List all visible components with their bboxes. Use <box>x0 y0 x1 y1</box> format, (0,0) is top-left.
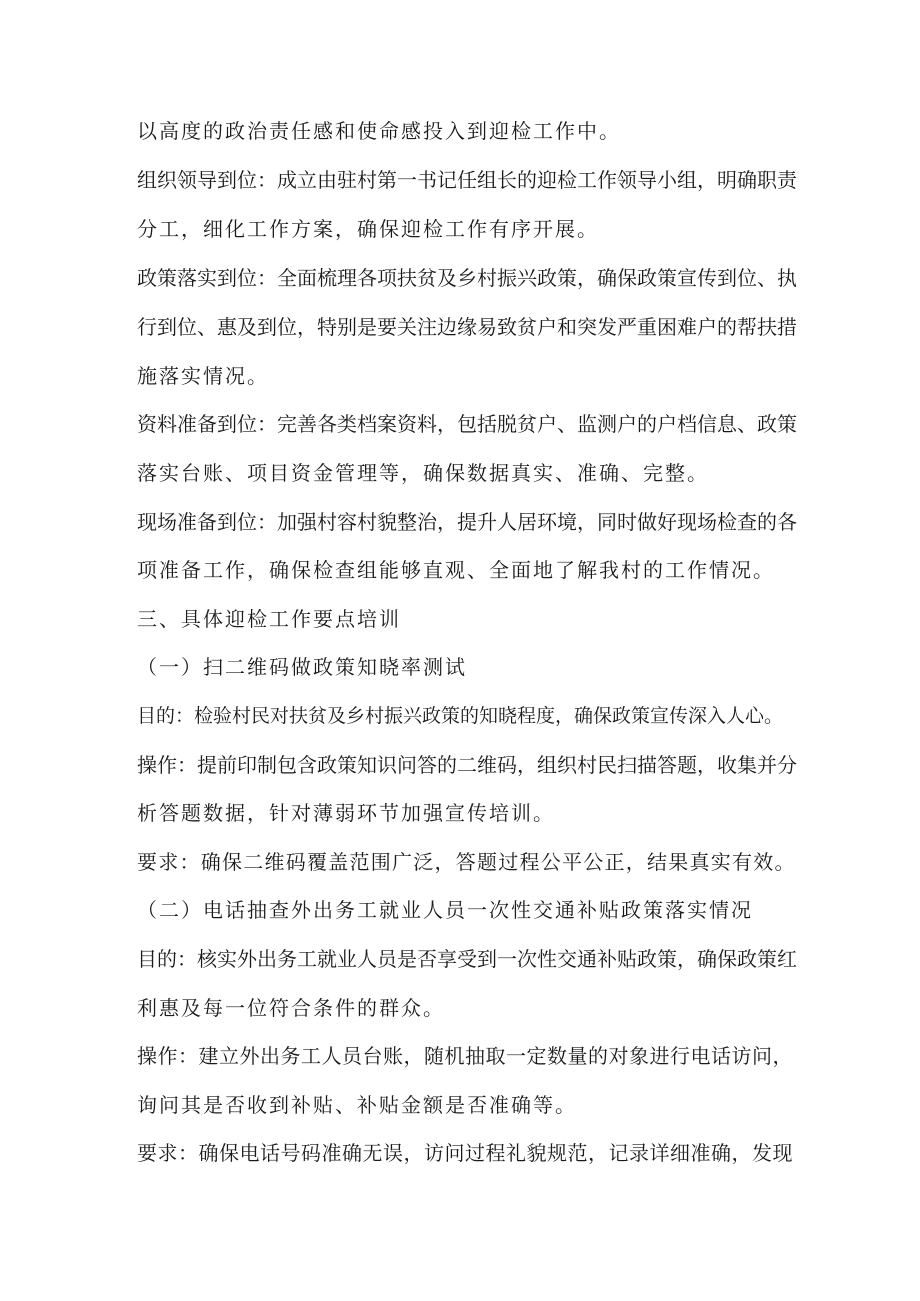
text-line-10: 项准备工作，确保检查组能够直观、全面地了解我村的工作情况。 <box>137 558 775 582</box>
text-line-16: 要求：确保二维码覆盖范围广泛，答题过程公平公正，结果真实有效。 <box>137 850 796 874</box>
subsection-heading-2: （二）电话抽查外出务工就业人员一次性交通补贴政策落实情况 <box>137 898 753 922</box>
text-line-18: 目的：核实外出务工就业人员是否享受到一次性交通补贴政策，确保政策红 <box>137 947 797 971</box>
text-line-2: 组织领导到位：成立由驻村第一书记任组长的迎检工作领导小组，明确职责 <box>137 168 797 192</box>
text-line-9: 现场准备到位：加强村容村貌整治，提升人居环境，同时做好现场检查的各 <box>137 510 797 534</box>
text-line-8: 落实台账、项目资金管理等，确保数据真实、准确、完整。 <box>137 461 709 485</box>
text-line-1: 以高度的政治责任感和使命感投入到迎检工作中。 <box>137 119 621 143</box>
text-line-5: 行到位、惠及到位，特别是要关注边缘易致贫户和突发严重困难户的帮扶措 <box>137 315 797 339</box>
text-line-20: 操作：建立外出务工人员台账，随机抽取一定数量的对象进行电话访问， <box>137 1044 793 1068</box>
text-line-7: 资料准备到位：完善各类档案资料，包括脱贫户、监测户的户档信息、政策 <box>137 412 797 436</box>
section-heading-3: 三、具体迎检工作要点培训 <box>137 607 401 631</box>
text-line-4: 政策落实到位：全面梳理各项扶贫及乡村振兴政策，确保政策宣传到位、执 <box>137 266 797 290</box>
text-line-15: 析答题数据，针对薄弱环节加强宣传培训。 <box>137 801 555 825</box>
text-line-21: 询问其是否收到补贴、补贴金额是否准确等。 <box>137 1093 577 1117</box>
text-line-6: 施落实情况。 <box>137 364 269 388</box>
text-line-14: 操作：提前印制包含政策知识问答的二维码，组织村民扫描答题，收集并分 <box>137 753 797 777</box>
text-line-13: 目的：检验村民对扶贫及乡村振兴政策的知晓程度，确保政策宣传深入人心。 <box>137 705 784 727</box>
text-line-3: 分工，细化工作方案，确保迎检工作有序开展。 <box>137 217 599 241</box>
subsection-heading-1: （一）扫二维码做政策知晓率测试 <box>137 655 467 679</box>
text-line-19: 利惠及每一位符合条件的群众。 <box>137 996 445 1020</box>
text-line-22: 要求：确保电话号码准确无误，访问过程礼貌规范，记录详细准确，发现 <box>137 1141 793 1165</box>
